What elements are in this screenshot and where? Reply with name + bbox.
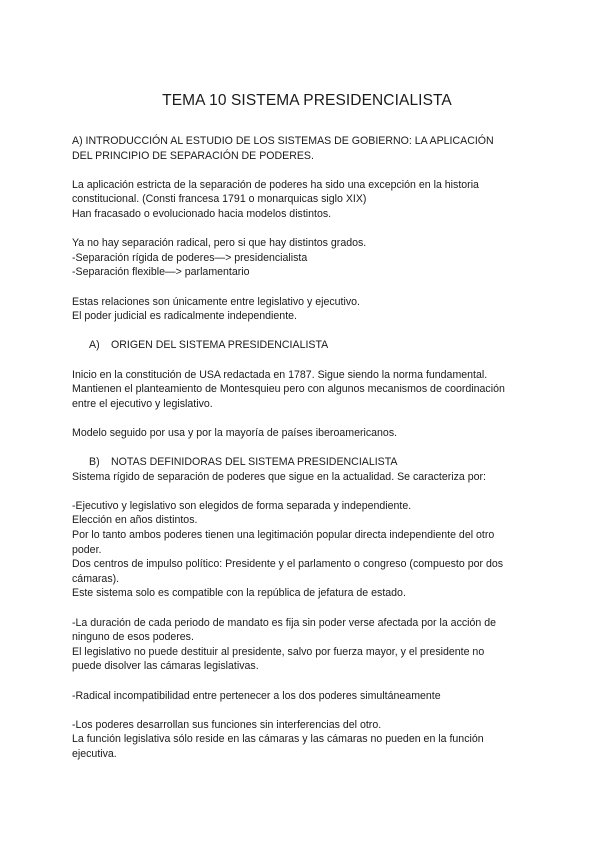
text-line: Estas relaciones son únicamente entre legislativo y ejecutivo. [72,295,360,308]
paragraph-relations [72,295,542,324]
document-page [72,92,542,762]
text-line: puede disolver las cámaras legislativas. [72,660,259,673]
text-line: Dos centros de impulso político: Presidente y el parlamento o congreso (compuesto por dos [72,558,504,571]
paragraph-model [72,426,542,441]
subsection-title: ORIGEN DEL SISTEMA PRESIDENCIALISTA [111,339,329,352]
text-line: Modelo seguido por usa y por la mayoría de países iberoamericanos. [72,426,398,439]
text-line: ejecutiva. [72,747,117,760]
text-line: cámaras). [72,572,120,585]
section-a-heading [72,134,542,163]
text-line: Inicio en la constitución de USA redactada en 1787. Sigue siendo la norma fundamental. [72,368,488,381]
text-line: poder. [72,543,102,556]
text-line: -Ejecutivo y legislativo son elegidos de forma separada y independiente. [72,499,412,512]
text-line: El poder judicial es radicalmente independiente. [72,310,297,323]
subsection-marker: A) [89,339,100,352]
text-line: La aplicación estricta de la separación de poderes ha sido una excepción en la historia [72,178,479,191]
text-line: Ya no hay separación radical, pero si que hay distintos grados. [72,237,367,250]
text-line: constitucional. (Consti francesa 1791 o monarquicas siglo XIX) [72,193,367,206]
text-line: entre el ejecutivo y legislativo. [72,397,213,410]
paragraph-intro [72,178,542,222]
text-line: ninguno de esos poderes. [72,631,194,644]
text-line: A) INTRODUCCIÓN AL ESTUDIO DE LOS SISTEMAS DE GOBIERNO: LA APLICACIÓN [72,135,494,147]
subsection-a-heading [72,338,542,353]
paragraph-rigid [72,470,542,485]
text-line: -Separación flexible—> parlamentario [72,266,250,279]
page-title: TEMA 10 SISTEMA PRESIDENCIALISTA [162,92,452,109]
text-line: Mantienen el planteamiento de Montesquieu pero con algunos mecanismos de coordinación [72,383,505,396]
subsection-marker: B) [89,456,100,469]
paragraph-incompatibility [72,689,542,704]
text-line: Elección en años distintos. [72,514,198,527]
text-line: El legislativo no puede destituir al presidente, salvo por fuerza mayor, y el presidente no [72,645,485,658]
paragraph-origin [72,368,542,412]
paragraph-elections [72,499,542,601]
text-line: Este sistema solo es compatible con la república de jefatura de estado. [72,587,406,600]
text-line: -Separación rígida de poderes—> presidencialista [72,251,308,264]
text-line: DEL PRINCIPIO DE SEPARACIÓN DE PODERES. [72,149,314,162]
text-line: -Los poderes desarrollan sus funciones sin interferencias del otro. [72,718,382,731]
text-line: Sistema rígido de separación de poderes que sigue en la actualidad. Se caracteriza por: [72,470,486,483]
text-line: -La duración de cada periodo de mandato es fija sin poder verse afectada por la acción de [72,616,497,629]
text-line: La función legislativa sólo reside en las cámaras y las cámaras no pueden en la función [72,733,484,746]
subsection-title: NOTAS DEFINIDORAS DEL SISTEMA PRESIDENCIALISTA [111,456,398,469]
text-line: -Radical incompatibilidad entre pertenecer a los dos poderes simultáneamente [72,689,441,702]
paragraph-degrees [72,236,542,280]
paragraph-functions [72,718,542,762]
subsection-b-heading [72,455,542,470]
text-line: Han fracasado o evolucionado hacia modelos distintos. [72,207,332,220]
paragraph-mandate [72,616,542,674]
text-line: Por lo tanto ambos poderes tienen una legitimación popular directa independiente del otro [72,529,495,542]
